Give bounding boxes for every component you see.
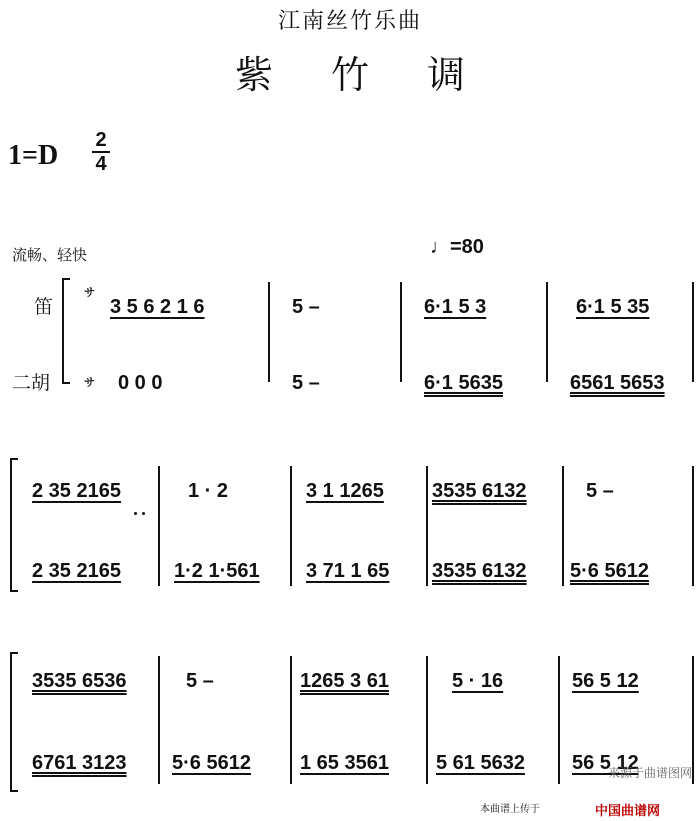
s2-bar-3 bbox=[426, 466, 428, 586]
flute-sign: サ bbox=[84, 286, 95, 299]
s2-lower-m4: 3535 6132 bbox=[432, 560, 527, 582]
s2-upper-m4: 3535 6132 bbox=[432, 480, 527, 502]
system-3-bracket bbox=[10, 652, 18, 792]
s3-bar-5 bbox=[692, 656, 694, 784]
s2-lower-m1: 2 35 2165 bbox=[32, 560, 121, 582]
subtitle: 江南丝竹乐曲 bbox=[277, 9, 422, 34]
system-1-bracket bbox=[62, 278, 70, 384]
s2-upper-m1: 2 35 2165 bbox=[32, 480, 121, 502]
erhu-sign: サ bbox=[84, 376, 95, 389]
s2-bar-2 bbox=[290, 466, 292, 586]
s2-upper-m3: 3 1 1265 bbox=[306, 480, 384, 502]
s3-upper-m1: 3535 6536 bbox=[32, 670, 127, 692]
s3-lower-m4: 5 61 5632 bbox=[436, 752, 525, 774]
s3-upper-m2: 5 – bbox=[186, 670, 214, 692]
s2-lower-dot bbox=[134, 512, 137, 515]
s3-bar-4 bbox=[558, 656, 560, 784]
s1-upper-m1: 3 5 6 2 1 6 bbox=[110, 296, 205, 318]
s2-bar-5 bbox=[692, 466, 694, 586]
s2-lower-m2: 1·2 1·561 bbox=[174, 560, 260, 582]
s2-bar-4 bbox=[562, 466, 564, 586]
s1-lower-m3: 6·1 5635 bbox=[424, 372, 503, 394]
instrument-flute: 笛 bbox=[34, 296, 54, 318]
s3-upper-m3: 1265 3 61 bbox=[300, 670, 389, 692]
tempo-value: ♩=80 bbox=[430, 236, 484, 258]
s2-lower-m5: 5·6 5612 bbox=[570, 560, 649, 582]
site-logo[interactable]: 中国曲谱网 bbox=[594, 804, 660, 819]
s3-bar-3 bbox=[426, 656, 428, 784]
s1-lower-m4: 6561 5653 bbox=[570, 372, 665, 394]
s2-upper-m5: 5 – bbox=[586, 480, 614, 502]
s1-upper-m3: 6·1 5 3 bbox=[424, 296, 487, 318]
time-signature bbox=[92, 130, 110, 174]
s3-bar-1 bbox=[158, 656, 160, 784]
time-top: 2 bbox=[95, 129, 107, 151]
s1-bar-3 bbox=[546, 282, 548, 382]
s2-bar-1 bbox=[158, 466, 160, 586]
s3-upper-m4: 5 · 16 bbox=[452, 670, 504, 692]
s1-lower-m2: 5 – bbox=[292, 372, 320, 394]
s2-lower-m3: 3 71 1 65 bbox=[306, 560, 390, 582]
s1-lower-m1: 0 0 0 bbox=[118, 372, 163, 394]
watermark: 来源于曲谱图网 bbox=[607, 766, 692, 780]
s1-bar-2 bbox=[400, 282, 402, 382]
footer-text: 本曲谱上传于 bbox=[480, 804, 540, 815]
tempo-marking: 流畅、轻快 bbox=[12, 246, 88, 264]
s3-upper-m5: 56 5 12 bbox=[572, 670, 639, 692]
system-2-bracket bbox=[10, 458, 18, 592]
s3-lower-m5: 56 5 12 bbox=[572, 752, 639, 774]
page-title: 紫竹调 bbox=[234, 53, 523, 97]
s1-upper-m4: 6·1 5 35 bbox=[576, 296, 650, 318]
time-bottom: 4 bbox=[95, 153, 107, 175]
s3-lower-m1: 6761 3123 bbox=[32, 752, 127, 774]
s3-bar-2 bbox=[290, 656, 292, 784]
s2-upper-m2: 1 · 2 bbox=[188, 480, 229, 502]
s3-lower-m2: 5·6 5612 bbox=[172, 752, 251, 774]
s2-lower-dot bbox=[142, 512, 145, 515]
instrument-erhu: 二胡 bbox=[12, 372, 51, 394]
s1-bar-4 bbox=[692, 282, 694, 382]
s1-upper-m2: 5 – bbox=[292, 296, 320, 318]
key-signature: 1=D bbox=[8, 140, 59, 171]
s1-bar-1 bbox=[268, 282, 270, 382]
s3-lower-m3: 1 65 3561 bbox=[300, 752, 389, 774]
